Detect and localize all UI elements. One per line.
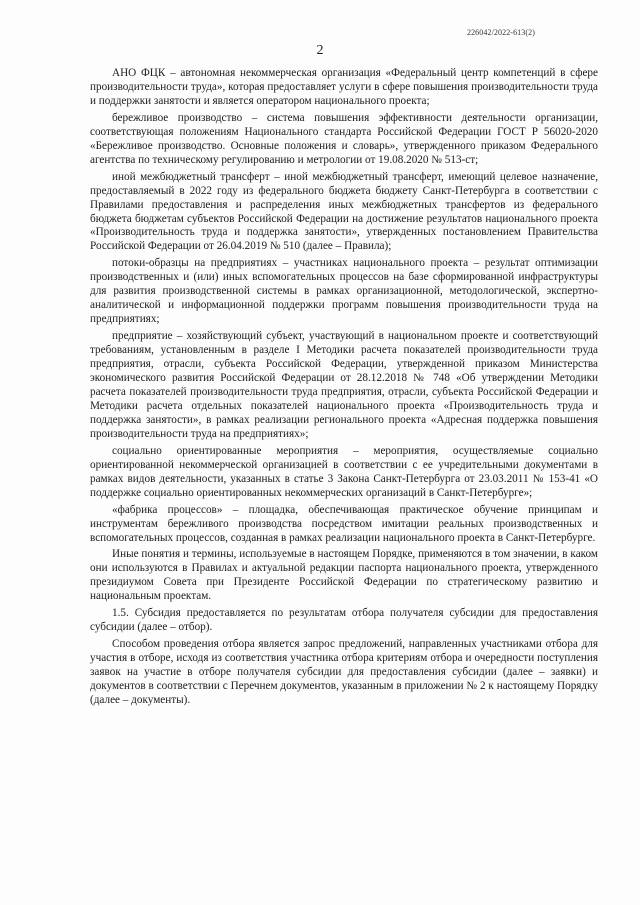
paragraph-sample-flows: потоки-образцы на предприятиях – участниках национального проекта – результат оптимизации производственных и (или) иных вспомогательных процессов на базе сформированной инфраструктуры для развития производственной системы в рамках организационной, методологической, экспертно-аналитической и информационной поддержки программ повышения производительности труда на предприятиях; <box>90 257 598 326</box>
page-number: 2 <box>316 43 324 58</box>
document-body <box>90 67 598 708</box>
paragraph-other-terms: Иные понятия и термины, используемые в настоящем Порядке, применяются в том значении, в каком они используются в Правилах и актуальной редакции паспорта национального проекта, утвержденного президиумом Совета при Президенте Российской Федерации по стратегическому развитию и национальным проектам. <box>90 548 598 603</box>
paragraph-social-events: социально ориентированные мероприятия – мероприятия, осуществляемые социально ориентированной некоммерческой организацией в соответствии с ее учредительными документами в рамках видов деятельности, указанных в статье 3 Закона Санкт-Петербурга от 23.03.2011 № 153-41 «О поддержке социально ориентированных некоммерческих организаций в Санкт-Петербурге»; <box>90 444 598 499</box>
paragraph-enterprise: предприятие – хозяйствующий субъект, участвующий в национальном проекте и соответствующий требованиям, установленным в разделе I Методики расчета показателей производительности труда предприятия, отрасли, субъекта Российской Федерации, утвержденной приказом Министерства экономического развития Российской Федерации от 28.12.2018 № 748 «Об утверждении Методики расчета показателей производительности труда предприятия, отрасли, субъекта Российской Федерации и Методики расчета отдельных показателей национального проекта «Производительность труда и поддержка занятости», в рамках реализации регионального проекта «Адресная поддержка повышения производительности труда на предприятиях»; <box>90 330 598 440</box>
paragraph-selection-method: Способом проведения отбора является запрос предложений, направленных участниками отбора для участия в отборе, исходя из соответствия участника отбора критериям отбора и очередности поступления заявок на участие в отборе получателя субсидии для предоставления субсидии (далее – заявки) и документов в соответствии с Перечнем документов, указанным в приложении № 2 к настоящему Порядку (далее – документы). <box>90 638 598 706</box>
paragraph-interbudget-transfer: иной межбюджетный трансферт – иной межбюджетный трансферт, имеющий целевое назначение, предоставляемый в 2022 году из федерального бюджета бюджету Санкт-Петербурга в соответствии с Правилами предоставления и распределения иных межбюджетных трансфертов из федерального бюджета бюджетам субъектов Российской Федерации на достижение результатов национального проекта «Производительность труда и поддержка занятости», утвержденных постановлением Правительства Российской Федерации от 26.04.2019 № 510 (далее – Правила); <box>90 170 598 253</box>
paragraph-lean-production: бережливое производство – система повышения эффективности деятельности организации, соответствующая положениям Национального стандарта Российской Федерации ГОСТ Р 56020-2020 «Бережливое производство. Основные положения и словарь», утвержденного приказом Федерального агентства по техническому регулированию и метрологии от 19.08.2020 № 513-ст; <box>90 111 598 166</box>
paragraph-section-1-5: 1.5. Субсидия предоставляется по результатам отбора получателя субсидии для предоставления субсидии (далее – отбор). <box>90 607 598 634</box>
document-registration-number: 226042/2022-613(2) <box>466 28 535 37</box>
paragraph-ano-fck: АНО ФЦК – автономная некоммерческая организация «Федеральный центр компетенций в сфере производительности труда», которая предоставляет услуги в сфере повышения производительности труда и поддержки занятости и является оператором национального проекта; <box>90 67 598 107</box>
paragraph-process-factory: «фабрика процессов» – площадка, обеспечивающая практическое обучение принципам и инструментам бережливого производства посредством имитации реальных производственных и вспомогательных процессов, созданная в рамках реализации национального проекта в Санкт-Петербурге. <box>90 503 598 544</box>
